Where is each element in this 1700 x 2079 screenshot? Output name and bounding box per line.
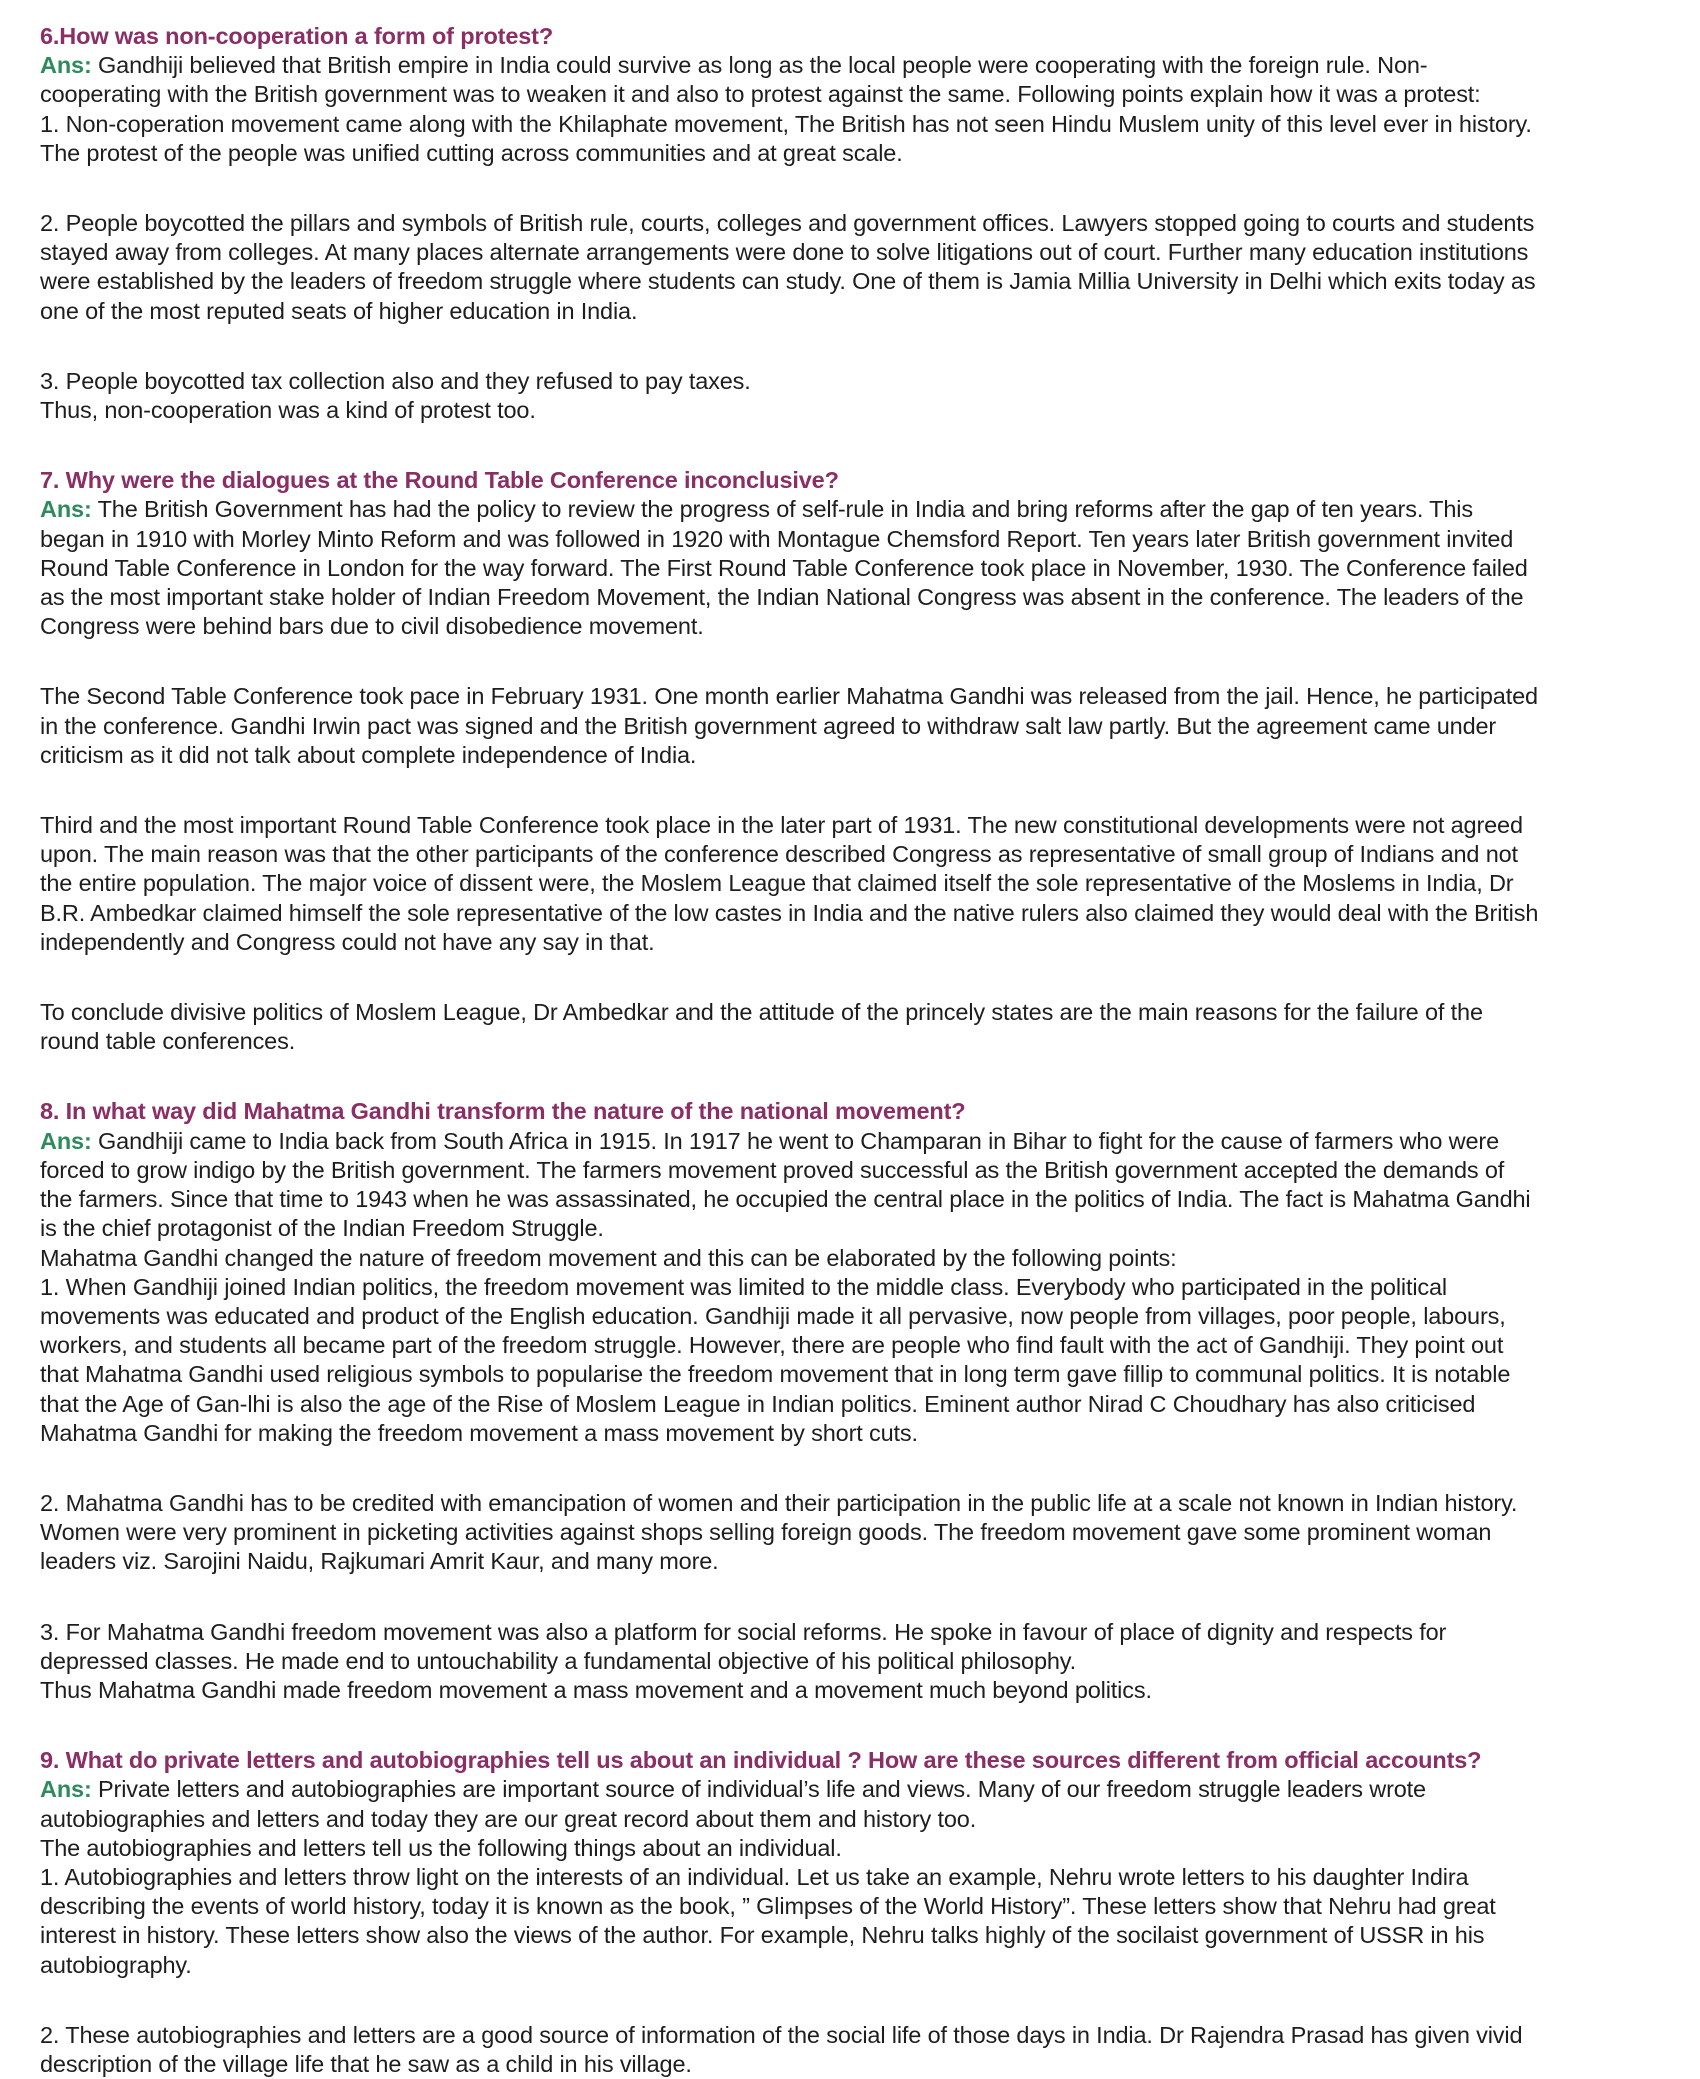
text-line	[40, 1214, 1680, 1243]
text-line	[40, 899, 1680, 928]
line-text: the farmers. Since that time to 1943 when he was assassinated, he occupied the central place in the politics of India. The fact is Mahatma Gandhi	[40, 1186, 1531, 1213]
line-text: independently and Congress could not have any say in that.	[40, 928, 655, 955]
line-text: B.R. Ambedkar claimed himself the sole representative of the low castes in India and the native rulers also claimed they would deal with the British	[40, 899, 1539, 926]
line-text: 3. People boycotted tax collection also and they refused to pay taxes.	[40, 367, 751, 394]
text-line	[40, 238, 1680, 267]
question-heading: 7. Why were the dialogues at the Round Table Conference inconclusive?	[40, 467, 839, 494]
text-line	[40, 1419, 1680, 1448]
text-line	[40, 110, 1680, 139]
line-text: Mahatma Gandhi changed the nature of freedom movement and this can be elaborated by the following points:	[40, 1244, 1177, 1271]
line-text: 1. Non-coperation movement came along with the Khilaphate movement, The British has not seen Hindu Muslem unity of this level ever in history.	[40, 110, 1532, 137]
text-line	[40, 1302, 1680, 1331]
line-text: that the Age of Gan-lhi is also the age of the Rise of Moslem League in Indian politics. Eminent author Nirad C Choudhary has also criticised	[40, 1390, 1476, 1417]
line-text: stayed away from colleges. At many places alternate arrangements were done to solve litigations out of court. Further many education institutions	[40, 239, 1529, 266]
answer-label: Ans:	[40, 496, 92, 523]
paragraph-spacer	[40, 957, 1680, 998]
question-section	[40, 466, 1680, 1056]
line-text: The protest of the people was unified cutting across communities and at great scale.	[40, 139, 903, 166]
line-text: 3. For Mahatma Gandhi freedom movement was also a platform for social reforms. He spoke in favour of place of dignity and respects for	[40, 1618, 1447, 1645]
line-text: is the chief protagonist of the Indian Freedom Struggle.	[40, 1215, 604, 1242]
line-text: Gandhiji believed that British empire in India could survive as long as the local people were cooperating with the foreign rule. Non-	[98, 52, 1428, 79]
line-text: movements was educated and product of the English education. Gandhiji made it all pervasive, now people from villages, poor people, labours,	[40, 1302, 1506, 1329]
text-line	[40, 1676, 1680, 1705]
line-text: Gandhiji came to India back from South Africa in 1915. In 1917 he went to Champaran in Bihar to fight for the cause of farmers who were	[98, 1127, 1499, 1154]
line-text: Thus, non-cooperation was a kind of protest too.	[40, 397, 536, 424]
text-line	[40, 1618, 1680, 1647]
text-line	[40, 1921, 1680, 1950]
line-text: The British Government has had the policy to review the progress of self-rule in India and bring reforms after the gap of ten years. This	[97, 496, 1473, 523]
line-text: autobiographies and letters and today they are our great record about them and history too.	[40, 1805, 977, 1832]
text-line	[40, 1185, 1680, 1214]
text-line	[40, 1805, 1680, 1834]
line-text: criticism as it did not talk about complete independence of India.	[40, 741, 697, 768]
text-line	[40, 1127, 1680, 1156]
section-spacer	[40, 1056, 1680, 1097]
answer-label: Ans:	[40, 1127, 92, 1154]
line-text: leaders viz. Sarojini Naidu, Rajkumari Amrit Kaur, and many more.	[40, 1548, 719, 1575]
line-text: Women were very prominent in picketing activities against shops selling foreign goods. The freedom movement gave some prominent woman	[40, 1519, 1492, 1546]
text-line	[40, 495, 1680, 524]
question-section	[40, 22, 1680, 425]
answer-label: Ans:	[40, 52, 92, 79]
paragraph-spacer	[40, 1577, 1680, 1618]
text-line	[40, 1331, 1680, 1360]
question-section	[40, 1746, 1680, 2079]
line-text: To conclude divisive politics of Moslem League, Dr Ambedkar and the attitude of the princely states are the main reasons for the failure of the	[40, 999, 1483, 1026]
line-text: 1. Autobiographies and letters throw light on the interests of an individual. Let us take an example, Nehru wrote letters to his daughter Indira	[40, 1863, 1469, 1890]
text-line	[40, 1156, 1680, 1185]
line-text: that Mahatma Gandhi used religious symbols to popularise the freedom movement that in long term gave fillip to communal politics. It is notable	[40, 1361, 1511, 1388]
text-line	[40, 1360, 1680, 1389]
question-heading: 6.How was non-cooperation a form of protest?	[40, 23, 554, 49]
text-line	[40, 741, 1680, 770]
question-section	[40, 1097, 1680, 1705]
line-text: Private letters and autobiographies are important source of individual’s life and views. Many of our freedom struggle leaders wrote	[98, 1776, 1426, 1803]
answer-point-paragraph	[40, 1489, 1680, 1577]
text-line	[40, 297, 1680, 326]
text-line	[40, 998, 1680, 1027]
text-line	[40, 267, 1680, 296]
line-text: round table conferences.	[40, 1028, 296, 1055]
line-text: were established by the leaders of freedom struggle where students can study. One of them is Jamia Millia University in Delhi which exits today as	[40, 268, 1536, 295]
line-text: as the most important stake holder of Indian Freedom Movement, the Indian National Congress was absent in the conference. The leaders of the	[40, 584, 1524, 611]
text-line	[40, 2050, 1680, 2079]
line-text: The autobiographies and letters tell us the following things about an individual.	[40, 1834, 842, 1861]
line-text: Thus Mahatma Gandhi made freedom movement a mass movement and a movement much beyond politics.	[40, 1676, 1152, 1703]
line-text: 2. Mahatma Gandhi has to be credited with emancipation of women and their participation in the public life at a scale not known in Indian history.	[40, 1489, 1518, 1516]
text-line	[40, 1273, 1680, 1302]
text-line	[40, 840, 1680, 869]
text-line	[40, 1244, 1680, 1273]
answer-paragraph	[40, 495, 1680, 641]
text-line	[40, 1027, 1680, 1056]
text-line	[40, 51, 1680, 80]
text-line	[40, 1547, 1680, 1576]
paragraph-spacer	[40, 326, 1680, 367]
line-text: describing the events of world history, today it is known as the book, ” Glimpses of the World History”. These letters show that Nehru had great	[40, 1893, 1496, 1920]
answer-point-paragraph	[40, 367, 1680, 425]
paragraph-spacer	[40, 770, 1680, 811]
paragraph-spacer	[40, 168, 1680, 209]
text-line	[40, 80, 1680, 109]
text-line	[40, 139, 1680, 168]
line-text: description of the village life that he saw as a child in his village.	[40, 2050, 692, 2077]
text-line	[40, 209, 1680, 238]
text-line	[40, 928, 1680, 957]
text-line	[40, 1863, 1680, 1892]
text-line	[40, 525, 1680, 554]
line-text: 1. When Gandhiji joined Indian politics, the freedom movement was limited to the middle class. Everybody who participated in the political	[40, 1273, 1448, 1300]
question-heading: 8. In what way did Mahatma Gandhi transform the nature of the national movement?	[40, 1098, 966, 1125]
text-line	[40, 1892, 1680, 1921]
paragraph-spacer	[40, 1980, 1680, 2021]
text-line	[40, 1951, 1680, 1980]
line-text: interest in history. These letters show also the views of the author. For example, Nehru talks highly of the socilaist government of USSR in his	[40, 1922, 1485, 1949]
text-line	[40, 1518, 1680, 1547]
line-text: forced to grow indigo by the British government. The farmers movement proved successful as the British government accepted the demands of	[40, 1156, 1505, 1183]
line-text: one of the most reputed seats of higher education in India.	[40, 297, 638, 324]
line-text: autobiography.	[40, 1951, 192, 1978]
paragraph-spacer	[40, 641, 1680, 682]
line-text: 2. People boycotted the pillars and symbols of British rule, courts, colleges and government offices. Lawyers stopped going to courts and students	[40, 210, 1535, 237]
line-text: The Second Table Conference took pace in February 1931. One month earlier Mahatma Gandhi was released from the jail. Hence, he participated	[40, 683, 1538, 710]
paragraph-spacer	[40, 1448, 1680, 1489]
text-line	[40, 1489, 1680, 1518]
line-text: began in 1910 with Morley Minto Reform and was followed in 1920 with Montague Chemsford Report. Ten years later British government invited	[40, 525, 1514, 552]
text-line	[40, 682, 1680, 711]
line-text: upon. The main reason was that the other participants of the conference described Congress as representative of small group of Indians and not	[40, 841, 1518, 868]
answer-point-paragraph	[40, 1618, 1680, 1706]
line-text: depressed classes. He made end to untouchability a fundamental objective of his political philosophy.	[40, 1647, 1077, 1674]
text-line	[40, 396, 1680, 425]
answer-paragraph	[40, 1127, 1680, 1448]
text-line	[40, 612, 1680, 641]
line-text: cooperating with the British government was to weaken it and also to protest against the same. Following points explain how it was a protest:	[40, 81, 1481, 108]
document-page	[40, 22, 1680, 2079]
section-spacer	[40, 1705, 1680, 1746]
answer-point-paragraph	[40, 811, 1680, 957]
answer-point-paragraph	[40, 682, 1680, 770]
text-line	[40, 811, 1680, 840]
text-line	[40, 1775, 1680, 1804]
answer-paragraph	[40, 1775, 1680, 1979]
answer-paragraph	[40, 51, 1680, 168]
text-line	[40, 1834, 1680, 1863]
answer-point-paragraph	[40, 998, 1680, 1056]
text-line	[40, 583, 1680, 612]
text-line	[40, 367, 1680, 396]
text-line	[40, 869, 1680, 898]
answer-label: Ans:	[40, 1776, 92, 1803]
line-text: 2. These autobiographies and letters are a good source of information of the social life of those days in India. Dr Rajendra Prasad has given vivid	[40, 2021, 1523, 2048]
line-text: Third and the most important Round Table Conference took place in the later part of 1931. The new constitutional developments were not agreed	[40, 812, 1523, 839]
question-heading: 9. What do private letters and autobiographies tell us about an individual ? How are these sources different from official accounts?	[40, 1747, 1482, 1774]
text-line	[40, 712, 1680, 741]
text-line	[40, 2021, 1680, 2050]
line-text: Round Table Conference in London for the way forward. The First Round Table Conference took place in November, 1930. The Conference failed	[40, 554, 1528, 581]
text-line	[40, 554, 1680, 583]
line-text: workers, and students all became part of the freedom struggle. However, there are people who find fault with the act of Gandhiji. They point out	[40, 1332, 1504, 1359]
answer-point-paragraph	[40, 209, 1680, 326]
section-spacer	[40, 425, 1680, 466]
answer-point-paragraph	[40, 2021, 1680, 2079]
text-line	[40, 1390, 1680, 1419]
line-text: Congress were behind bars due to civil disobedience movement.	[40, 613, 704, 640]
line-text: the entire population. The major voice of dissent were, the Moslem League that claimed itself the sole representative of the Moslems in India, Dr	[40, 870, 1514, 897]
text-line	[40, 1647, 1680, 1676]
line-text: in the conference. Gandhi Irwin pact was signed and the British government agreed to withdraw salt law partly. But the agreement came under	[40, 712, 1497, 739]
line-text: Mahatma Gandhi for making the freedom movement a mass movement by short cuts.	[40, 1419, 918, 1446]
